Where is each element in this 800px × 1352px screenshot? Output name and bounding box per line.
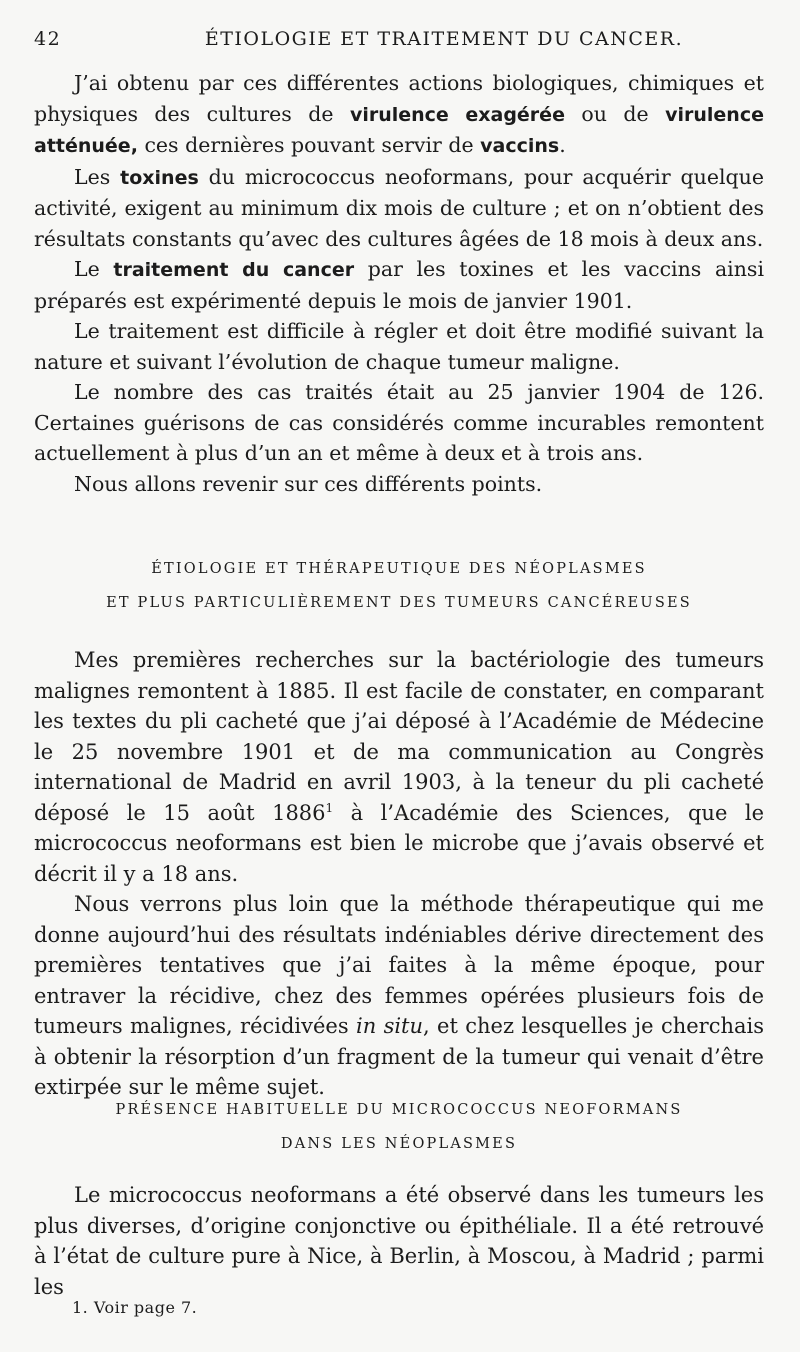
bold-term: traitement du cancer (113, 259, 355, 281)
footnote: 1. Voir page 7. (72, 1298, 198, 1317)
paragraph: Le traitement est difficile à régler et doit être modifié suivant la nature et suivant l’évolution de chaque tumeur maligne. (34, 319, 764, 374)
paragraph: Nous verrons plus loin que la méthode thérapeutique qui me donne aujourd’hui des résultats indéniables dérive directement des premières tentatives que j’ai faites à la même époque, pour entraver la récidive, chez des femmes opérées plusieurs fois de tumeurs malignes, récidivées in situ, et chez lesquelles je cherchais à obtenir la résorption d’un fragment de la tumeur qui venait d’être extirpée sur le même sujet. (34, 892, 765, 1099)
page-number: 42 (34, 28, 62, 50)
heading-line: ÉTIOLOGIE ET THÉRAPEUTIQUE DES NÉOPLASMES (151, 561, 647, 577)
section-text (34, 645, 764, 1103)
paragraph: J’ai obtenu par ces différentes actions biologiques, chimiques et physiques des cultures de virulence exagérée ou de virulence atténuée, ces dernières pouvant servir de vaccins. (34, 71, 764, 157)
paragraph: Mes premières recherches sur la bactériologie des tumeurs malignes remontent à 1885. Il est facile de constater, en comparant les textes du pli cacheté que j’ai déposé à l’Académie de Médecine le 25 novembre 1901 et de ma communication au Congrès international de Madrid en avril 1903, à la teneur du pli cacheté déposé le 15 août 1886$^1$ à l’Académie des Sciences, que le micrococcus neoformans est bien le microbe que j’avais observé et décrit il y a 18 ans. (34, 648, 764, 886)
paragraph: Le micrococcus neoformans a été observé dans les tumeurs les plus diverses, d’origine conjonctive ou épithéliale. Il a été retrouvé à l’état de culture pure à Nice, à Berlin, à Moscou, à Madrid ; parmi les (34, 1183, 764, 1299)
page-header (34, 28, 774, 58)
paragraph: Nous allons revenir sur ces différents points. (74, 471, 543, 496)
running-title: ÉTIOLOGIE ET TRAITEMENT DU CANCER. (204, 28, 684, 50)
intro-text (34, 68, 764, 499)
bold-term: toxines (120, 166, 199, 189)
bold-term: vaccins (480, 135, 560, 157)
heading-line: PRÉSENCE HABITUELLE DU MICROCOCCUS NEOFORMANS (115, 1102, 683, 1118)
italic-term: in situ (355, 1014, 424, 1038)
heading-line: DANS LES NÉOPLASMES (280, 1136, 518, 1152)
section-heading (34, 1093, 764, 1161)
section-heading (34, 552, 764, 620)
bold-term: virulence atténuée, (34, 103, 764, 157)
bold-term: virulence exagérée (349, 103, 565, 126)
heading-line: ET PLUS PARTICULIÈREMENT DES TUMEURS CANCÉREUSES (106, 595, 692, 611)
section-text (34, 1180, 764, 1302)
footnote-ref: 1 (325, 800, 334, 815)
paragraph: Les toxines du micrococcus neoformans, pour acquérir quelque activité, exigent au minimum dix mois de culture ; et on n’obtient des résultats constants qu’avec des cultures âgées de 18 mois à deux ans. (34, 164, 764, 251)
paragraph: Le nombre des cas traités était au 25 janvier 1904 de 126. Certaines guérisons de cas considérés comme incurables remontent actuellement à plus d’un an et même à deux et à trois ans. (34, 380, 764, 465)
paragraph: Le traitement du cancer par les toxines et les vaccins ainsi préparés est expérimenté depuis le mois de janvier 1901. (34, 257, 764, 313)
